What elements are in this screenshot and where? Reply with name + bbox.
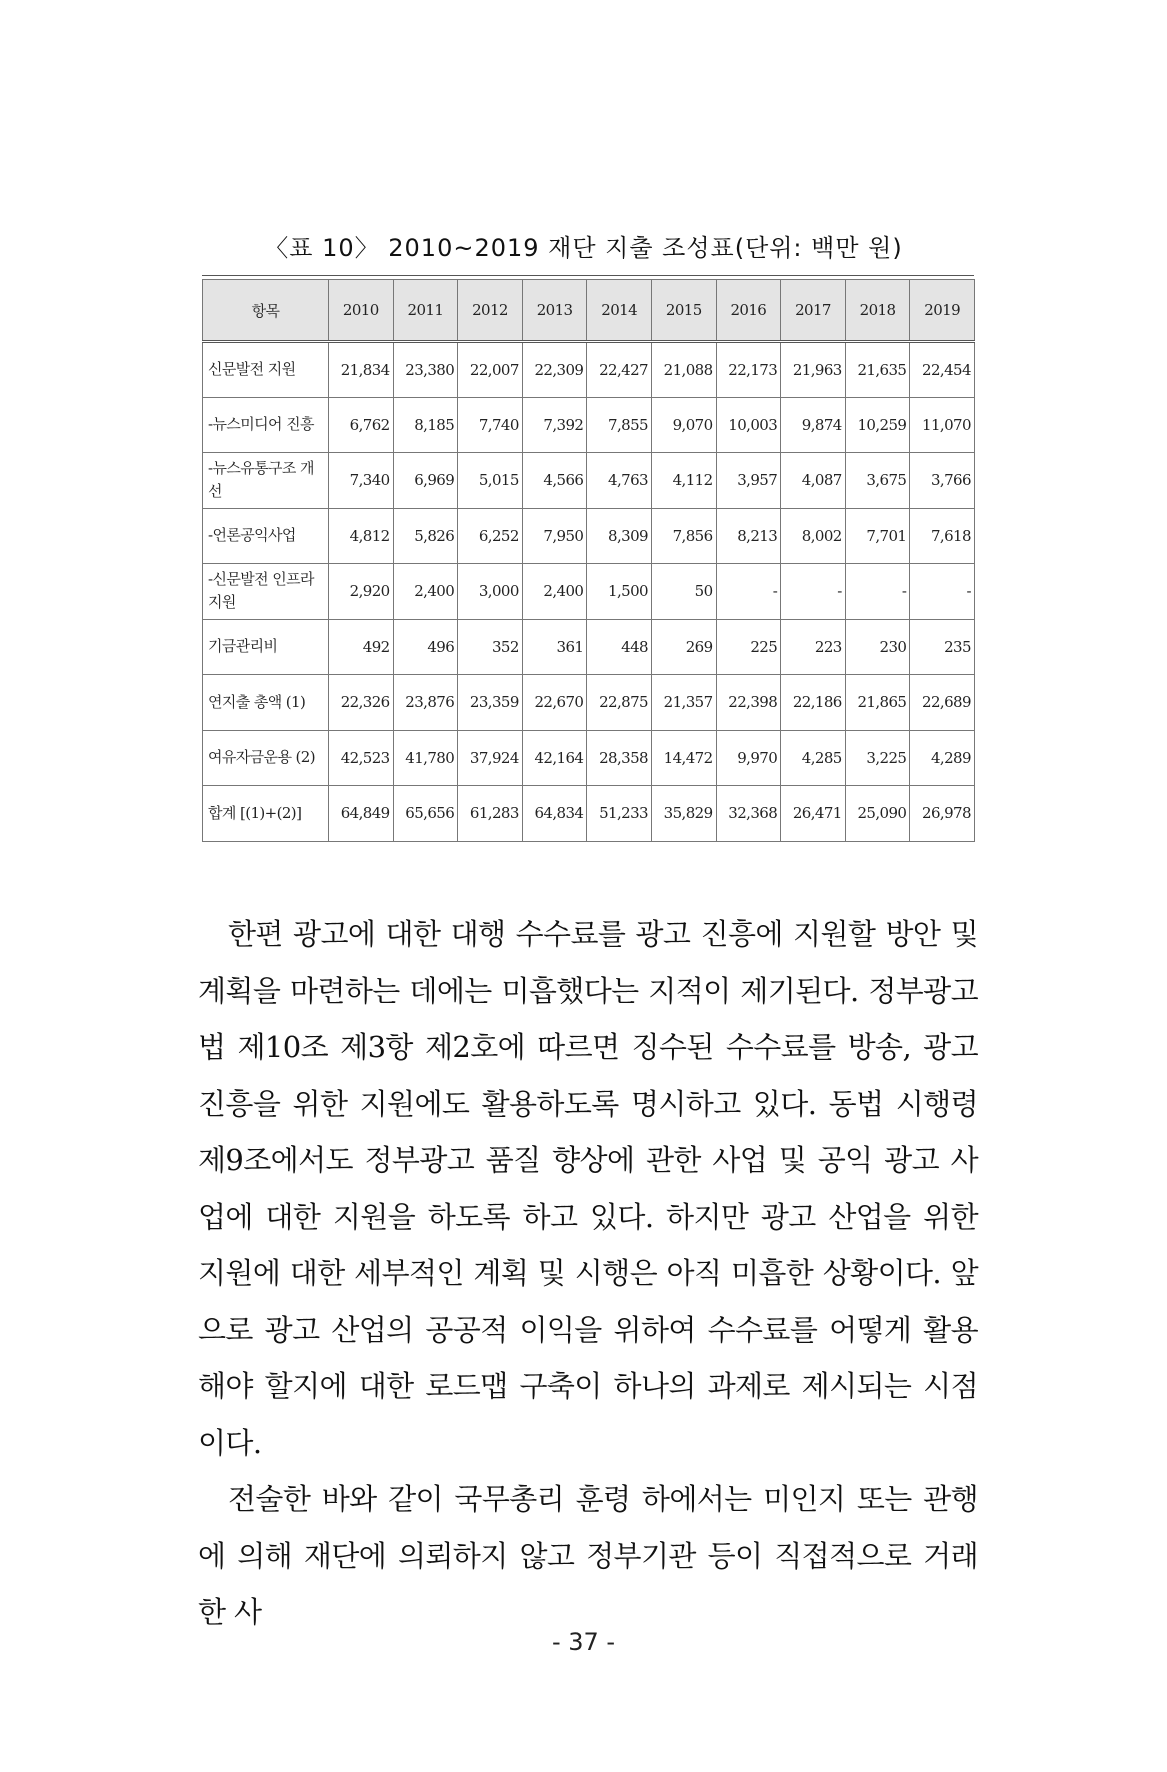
table-cell: 7,392 bbox=[522, 397, 587, 453]
table-cell: 22,186 bbox=[781, 675, 846, 731]
table-cell: 235 bbox=[910, 619, 975, 675]
table-cell: 50 bbox=[651, 564, 716, 620]
table-header-row bbox=[203, 280, 975, 342]
table-cell: 448 bbox=[587, 619, 652, 675]
table-cell: 42,523 bbox=[329, 730, 394, 786]
table-header bbox=[203, 280, 975, 342]
table-row bbox=[203, 508, 975, 564]
table-cell: 22,398 bbox=[716, 675, 781, 731]
table-container bbox=[202, 275, 974, 842]
table-cell: 14,472 bbox=[651, 730, 716, 786]
table-cell: 3,766 bbox=[910, 453, 975, 509]
table-cell: 8,309 bbox=[587, 508, 652, 564]
table-cell: 22,007 bbox=[458, 342, 523, 398]
header-year: 2011 bbox=[393, 280, 458, 342]
table-cell: 41,780 bbox=[393, 730, 458, 786]
table-cell: 22,173 bbox=[716, 342, 781, 398]
table-cell: 21,088 bbox=[651, 342, 716, 398]
table-cell: 21,963 bbox=[781, 342, 846, 398]
table-cell: 9,970 bbox=[716, 730, 781, 786]
table-cell: 9,070 bbox=[651, 397, 716, 453]
table-cell: 22,875 bbox=[587, 675, 652, 731]
table-cell: 25,090 bbox=[845, 786, 910, 842]
table-cell: 35,829 bbox=[651, 786, 716, 842]
table-cell: 7,701 bbox=[845, 508, 910, 564]
expenditure-table bbox=[202, 279, 975, 842]
table-cell: 6,252 bbox=[458, 508, 523, 564]
body-text bbox=[198, 906, 978, 1641]
row-label: -뉴스미디어 진흥 bbox=[203, 397, 329, 453]
header-year: 2019 bbox=[910, 280, 975, 342]
row-label: 신문발전 지원 bbox=[203, 342, 329, 398]
table-cell: 496 bbox=[393, 619, 458, 675]
table-cell: 4,112 bbox=[651, 453, 716, 509]
table-cell: 21,635 bbox=[845, 342, 910, 398]
table-cell: 8,002 bbox=[781, 508, 846, 564]
table-cell: 9,874 bbox=[781, 397, 846, 453]
header-year: 2018 bbox=[845, 280, 910, 342]
header-year: 2015 bbox=[651, 280, 716, 342]
page-number: - 37 - bbox=[551, 1628, 616, 1656]
table-cell: 2,920 bbox=[329, 564, 394, 620]
header-item: 항목 bbox=[203, 280, 329, 342]
table-cell: 3,000 bbox=[458, 564, 523, 620]
table-cell: 3,225 bbox=[845, 730, 910, 786]
table-cell: 3,957 bbox=[716, 453, 781, 509]
table-cell: 37,924 bbox=[458, 730, 523, 786]
table-cell: 22,326 bbox=[329, 675, 394, 731]
table-cell: 8,185 bbox=[393, 397, 458, 453]
table-row bbox=[203, 342, 975, 398]
table-body bbox=[203, 342, 975, 842]
table-cell: 4,763 bbox=[587, 453, 652, 509]
row-label: 연지출 총액 (1) bbox=[203, 675, 329, 731]
table-cell: 225 bbox=[716, 619, 781, 675]
paragraph-2: 전술한 바와 같이 국무총리 훈령 하에서는 미인지 또는 관행에 의해 재단에 의뢰하지 않고 정부기관 등이 직접적으로 거래한 사 bbox=[198, 1482, 978, 1629]
header-year: 2014 bbox=[587, 280, 652, 342]
table-cell: 352 bbox=[458, 619, 523, 675]
table-cell: 6,969 bbox=[393, 453, 458, 509]
table-cell: 64,849 bbox=[329, 786, 394, 842]
table-cell: 22,427 bbox=[587, 342, 652, 398]
table-cell: 22,670 bbox=[522, 675, 587, 731]
table-cell: 223 bbox=[781, 619, 846, 675]
table-cell: - bbox=[781, 564, 846, 620]
table-cell: 4,566 bbox=[522, 453, 587, 509]
table-cell: - bbox=[910, 564, 975, 620]
table-cell: 65,656 bbox=[393, 786, 458, 842]
table-cell: 7,855 bbox=[587, 397, 652, 453]
table-cell: 10,259 bbox=[845, 397, 910, 453]
table-cell: 230 bbox=[845, 619, 910, 675]
table-cell: 5,015 bbox=[458, 453, 523, 509]
table-cell: 361 bbox=[522, 619, 587, 675]
table-row bbox=[203, 786, 975, 842]
table-cell: 7,340 bbox=[329, 453, 394, 509]
table-row bbox=[203, 730, 975, 786]
table-cell: 51,233 bbox=[587, 786, 652, 842]
table-cell: 23,359 bbox=[458, 675, 523, 731]
table-cell: 7,740 bbox=[458, 397, 523, 453]
table-cell: 2,400 bbox=[393, 564, 458, 620]
table-cell: 32,368 bbox=[716, 786, 781, 842]
table-cell: 22,454 bbox=[910, 342, 975, 398]
table-cell: 64,834 bbox=[522, 786, 587, 842]
table-cell: 4,285 bbox=[781, 730, 846, 786]
row-label: -신문발전 인프라 지원 bbox=[203, 564, 329, 620]
table-cell: 1,500 bbox=[587, 564, 652, 620]
table-row bbox=[203, 397, 975, 453]
row-label: -뉴스유통구조 개선 bbox=[203, 453, 329, 509]
header-year: 2013 bbox=[522, 280, 587, 342]
table-row bbox=[203, 453, 975, 509]
table-cell: - bbox=[845, 564, 910, 620]
table-cell: 6,762 bbox=[329, 397, 394, 453]
table-cell: 3,675 bbox=[845, 453, 910, 509]
table-cell: - bbox=[716, 564, 781, 620]
table-cell: 4,812 bbox=[329, 508, 394, 564]
table-cell: 21,357 bbox=[651, 675, 716, 731]
table-row bbox=[203, 564, 975, 620]
table-cell: 21,865 bbox=[845, 675, 910, 731]
table-cell: 28,358 bbox=[587, 730, 652, 786]
row-label: 여유자금운용 (2) bbox=[203, 730, 329, 786]
table-cell: 7,618 bbox=[910, 508, 975, 564]
table-cell: 26,471 bbox=[781, 786, 846, 842]
table-row bbox=[203, 675, 975, 731]
table-cell: 22,689 bbox=[910, 675, 975, 731]
table-cell: 269 bbox=[651, 619, 716, 675]
table-cell: 23,380 bbox=[393, 342, 458, 398]
table-cell: 10,003 bbox=[716, 397, 781, 453]
table-cell: 2,400 bbox=[522, 564, 587, 620]
table-cell: 11,070 bbox=[910, 397, 975, 453]
table-cell: 5,826 bbox=[393, 508, 458, 564]
row-label: -언론공익사업 bbox=[203, 508, 329, 564]
table-row bbox=[203, 619, 975, 675]
table-cell: 23,876 bbox=[393, 675, 458, 731]
table-cell: 42,164 bbox=[522, 730, 587, 786]
header-year: 2012 bbox=[458, 280, 523, 342]
header-year: 2017 bbox=[781, 280, 846, 342]
table-cell: 4,289 bbox=[910, 730, 975, 786]
table-cell: 492 bbox=[329, 619, 394, 675]
table-cell: 7,950 bbox=[522, 508, 587, 564]
row-label: 합계 [(1)+(2)] bbox=[203, 786, 329, 842]
table-cell: 26,978 bbox=[910, 786, 975, 842]
row-label: 기금관리비 bbox=[203, 619, 329, 675]
header-year: 2016 bbox=[716, 280, 781, 342]
table-cell: 61,283 bbox=[458, 786, 523, 842]
paragraph-1: 한편 광고에 대한 대행 수수료를 광고 진흥에 지원할 방안 및 계획을 마련하는 데에는 미흡했다는 지적이 제기된다. 정부광고법 제10조 제3항 제2호에 따르면 징수된 수수료를 방송, 광고 진흥을 위한 지원에도 활용하도록 명시하고 있다. 동법 시행령 제9조에서도 정부광고 품질 향상에 관한 사업 및 공익 광고 사업에 대한 지원을 하도록 하고 있다. 하지만 광고 산업을 위한 지원에 대한 세부적인 계획 및 시행은 아직 미흡한 상황이다. 앞으로 광고 산업의 공공적 이익을 위하여 수수료를 어떻게 활용해야 할지에 대한 로드맵 구축이 하나의 과제로 제시되는 시점이다. bbox=[198, 917, 978, 1460]
table-cell: 7,856 bbox=[651, 508, 716, 564]
table-cell: 21,834 bbox=[329, 342, 394, 398]
table-cell: 22,309 bbox=[522, 342, 587, 398]
header-year: 2010 bbox=[329, 280, 394, 342]
table-cell: 4,087 bbox=[781, 453, 846, 509]
table-cell: 8,213 bbox=[716, 508, 781, 564]
table-caption: 〈표 10〉 2010~2019 재단 지출 조성표(단위: 백만 원) bbox=[264, 234, 903, 262]
